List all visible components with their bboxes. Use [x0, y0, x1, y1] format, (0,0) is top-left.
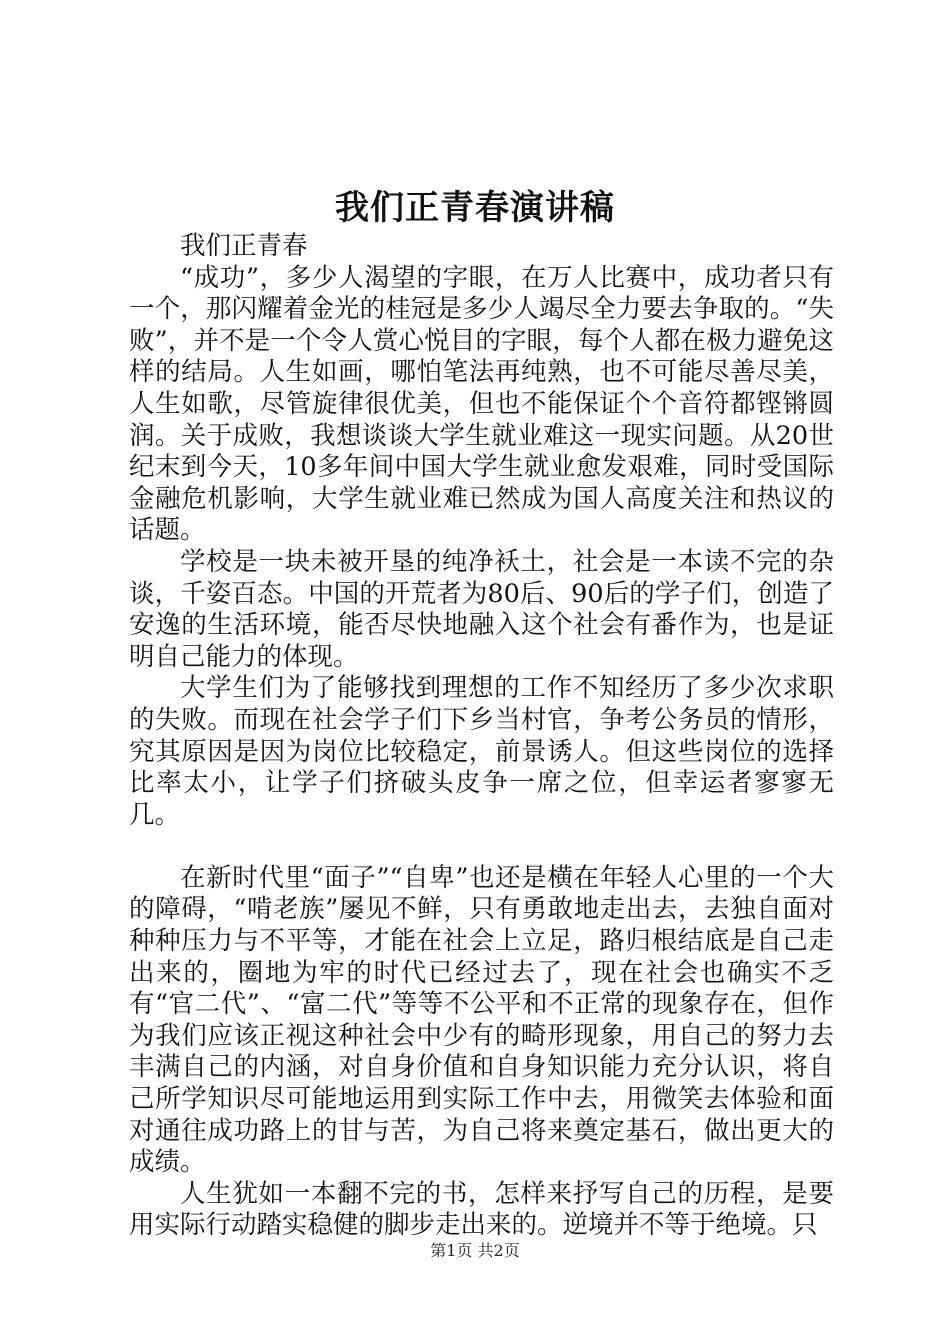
- page-number: 第1页 共2页: [430, 1241, 520, 1260]
- paragraph-school-society: 学校是一块未被开垦的纯净袄土，社会是一本读不完的杂谈，千姿百态。中国的开荒者为80后、90后的学子们，创造了安逸的生活环境，能否尽快地融入这个社会有番作为，也是证明自己能力的体现。: [129, 546, 834, 672]
- paragraph-success-failure: “成功”，多少人渴望的字眼，在万人比赛中，成功者只有一个，那闪耀着金光的桂冠是多少人竭尽全力要去争取的。“失败”，并不是一个令人赏心悦目的字眼，每个人都在极力避免这样的结局。人生如画，哪怕笔法再纯熟，也不可能尽善尽美，人生如歌，尽管旋律很优美，但也不能保证个个音符都铿锵圆润。关于成败，我想谈谈大学生就业难这一现实问题。从20世纪末到今天，10多年间中国大学生就业愈发艰难，同时受国际金融危机影响，大学生就业难已然成为国人高度关注和热议的话题。: [129, 262, 834, 546]
- paragraph-job-search: 大学生们为了能够找到理想的工作不知经历了多少次求职的失败。而现在社会学子们下乡当村官，争考公务员的情形，究其原因是因为岗位比较稳定，前景诱人。但这些岗位的选择比率太小，让学子们挤破头皮争一席之位，但幸运者寥寥无几。: [129, 673, 834, 830]
- paragraph-life-book: 人生犹如一本翻不完的书，怎样来抒写自己的历程，是要用实际行动踏实稳健的脚步走出来的。逆境并不等于绝境。只: [129, 1178, 834, 1241]
- paragraph-subtitle: 我们正青春: [180, 231, 308, 261]
- paragraph-new-era: 在新时代里“面子”“自卑”也还是横在年轻人心里的一个大的障碍，“啃老族”屡见不鲜，只有勇敢地走出去，去独自面对种种压力与不平等，才能在社会上立足，路归根结底是自己走出来的，圈地为牢的时代已经过去了，现在社会也确实不乏有“官二代”、“富二代”等等不公平和不正常的现象存在，但作为我们应该正视这种社会中少有的畸形现象，用自己的努力去丰满自己的内涵，对自身价值和自身知识能力充分认识，将自己所学知识尽可能地运用到实际工作中去，用微笑去体验和面对通往成功路上的甘与苦，为自己将来奠定基石，做出更大的成绩。: [129, 862, 834, 1178]
- document-body: [129, 231, 834, 1242]
- document-title: 我们正青春演讲稿: [335, 188, 615, 228]
